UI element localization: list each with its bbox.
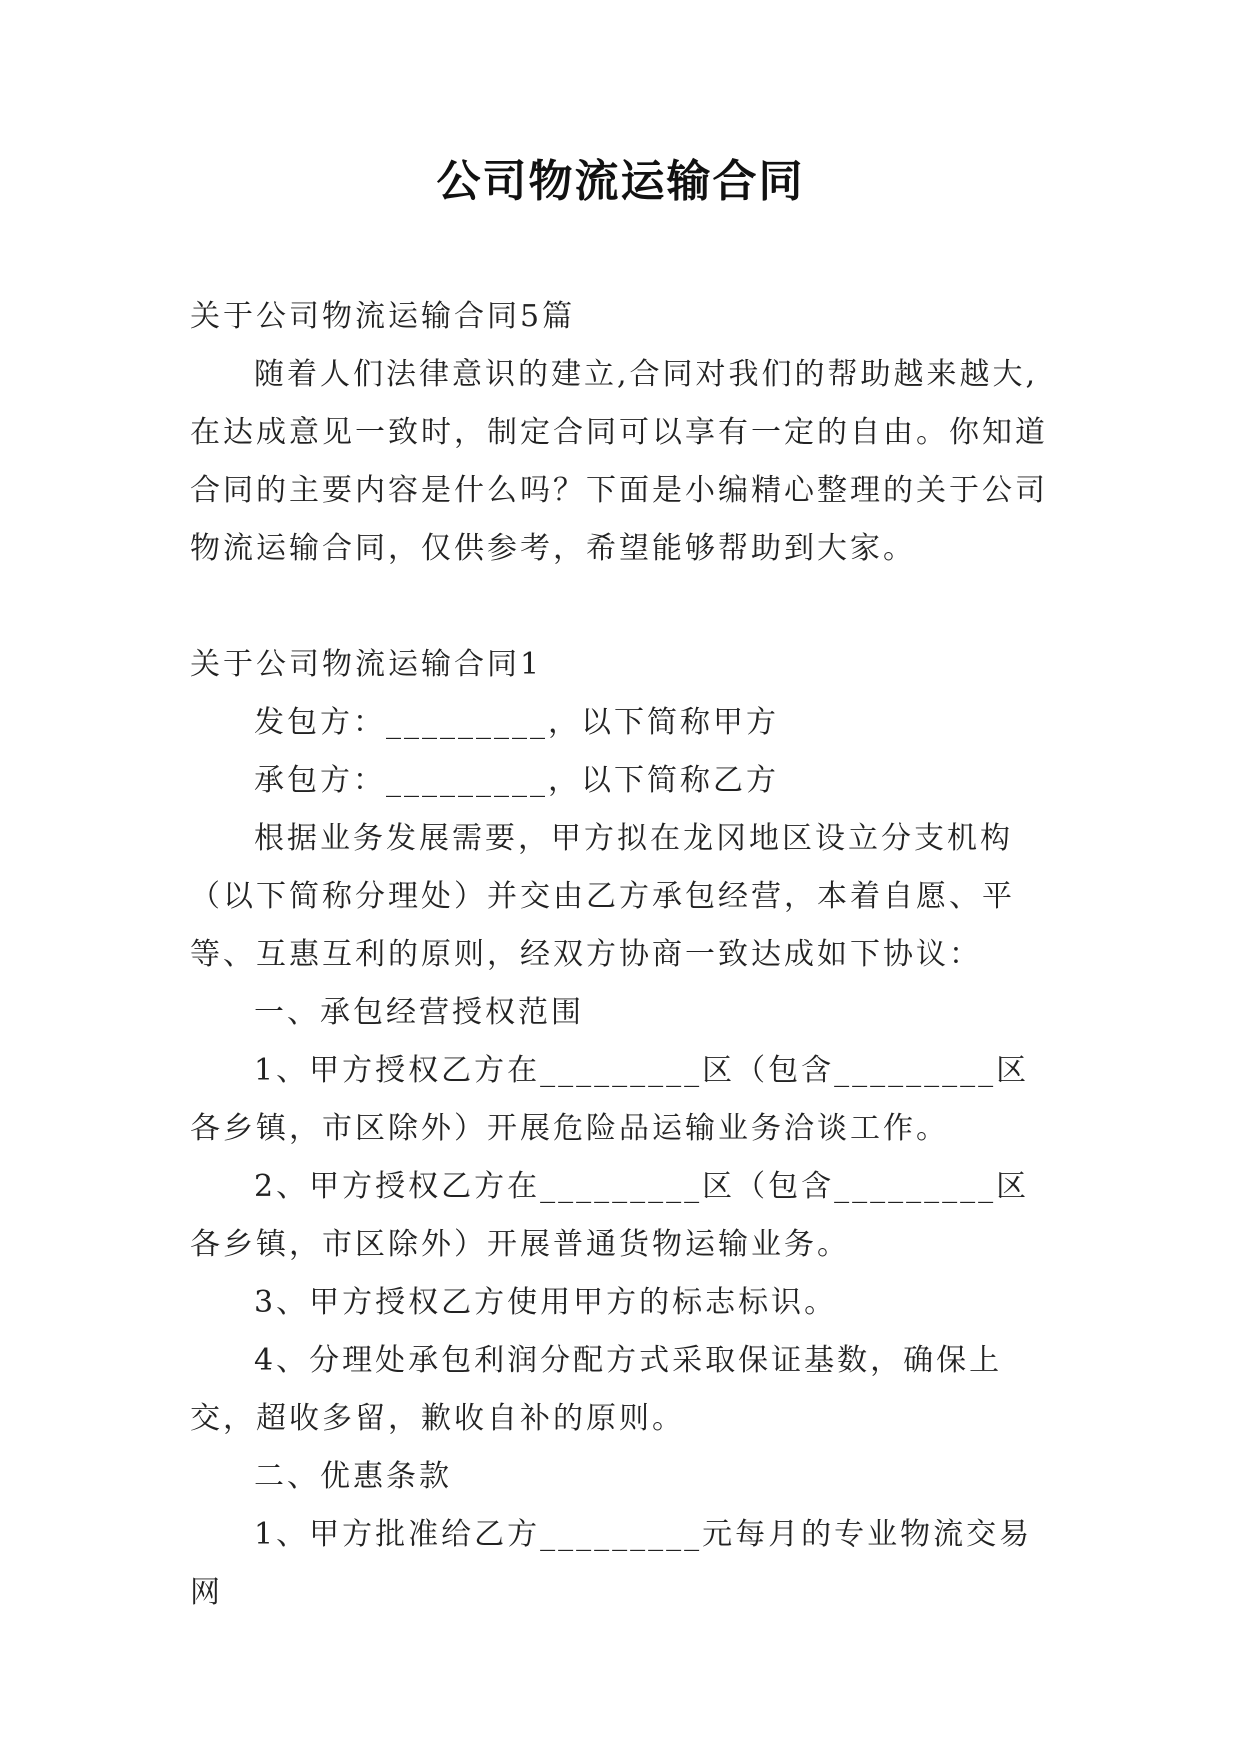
paragraph: 根据业务发展需要，甲方拟在龙冈地区设立分支机构（以下简称分理处）并交由乙方承包经营，本着自愿、平等、互惠互利的原则，经双方协商一致达成如下协议： — [190, 821, 1015, 972]
paragraph: 关于公司物流运输合同5篇 — [190, 299, 576, 334]
paragraph: 随着人们法律意识的建立,合同对我们的帮助越来越大,在达成意见一致时，制定合同可以享有一定的自由。你知道合同的主要内容是什么吗？下面是小编精心整理的关于公司物流运输合同，仅供参考，希望能够帮助到大家。 — [190, 357, 1048, 566]
clause-heading: 二、优惠条款 — [254, 1459, 452, 1494]
document-title: 公司物流运输合同 — [436, 156, 805, 207]
paragraph: 承包方：_________，以下简称乙方 — [254, 763, 779, 798]
paragraph: 发包方：_________，以下简称甲方 — [254, 705, 779, 740]
paragraph-gap — [190, 578, 1060, 636]
clause-heading: 一、承包经营授权范围 — [254, 995, 584, 1030]
section-heading: 关于公司物流运输合同1 — [190, 647, 543, 682]
clause-item: 4、分理处承包利润分配方式采取保证基数，确保上交，超收多留，歉收自补的原则。 — [190, 1343, 1003, 1436]
clause-item: 1、甲方授权乙方在_________区（包含_________区各乡镇，市区除外）开展危险品运输业务洽谈工作。 — [190, 1053, 1030, 1146]
clause-item: 1、甲方批准给乙方_________元每月的专业物流交易网 — [190, 1517, 1033, 1610]
clause-item: 3、甲方授权乙方使用甲方的标志标识。 — [254, 1285, 838, 1320]
document-body — [190, 288, 1060, 1622]
clause-item: 2、甲方授权乙方在_________区（包含_________区各乡镇，市区除外）开展普通货物运输业务。 — [190, 1169, 1030, 1262]
